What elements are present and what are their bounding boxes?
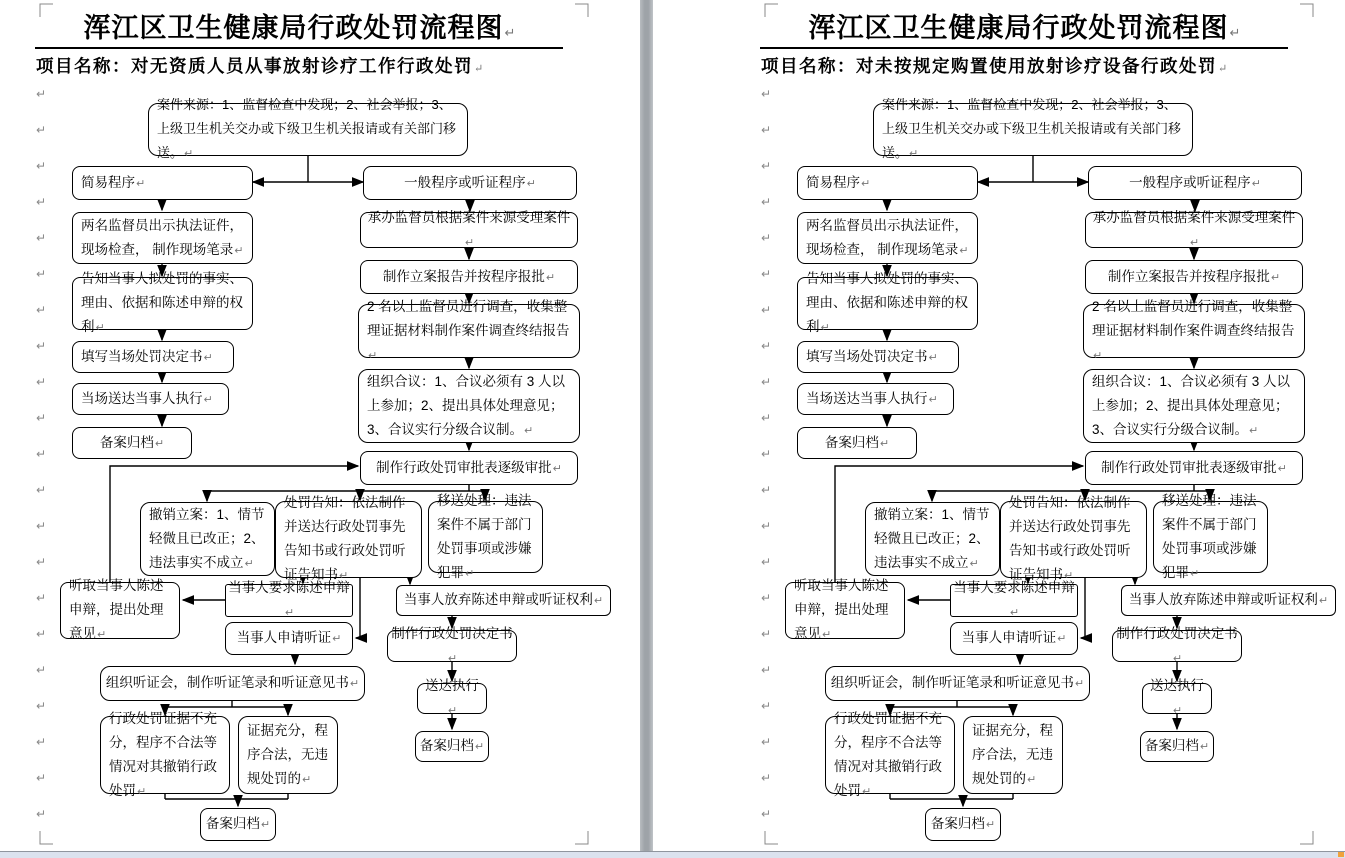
paragraph-mark-icon: ↵ [244, 557, 254, 570]
flow-node-label: 听取当事人陈述申辩，提出处理意见↵ [69, 578, 164, 641]
flow-node-evidence-sufficient [238, 716, 338, 794]
flow-node-label: 2 名以上监督员进行调查，收集整理证据材料制作案件调查终结报告↵ [1092, 298, 1295, 362]
flow-node-label: 案件来源：1、监督检查中发现；2、社会举报；3、上级卫生机关交办或下级卫生机关报请或有关部门移送。↵ [157, 97, 457, 160]
flow-node-label: 制作立案报告并按程序报批↵ [382, 268, 556, 284]
project-name-text: 项目名称：对未按规定购置使用放射诊疗设备行政处罚 [761, 56, 1217, 76]
paragraph-mark-icon: ↵ [36, 699, 47, 713]
paragraph-mark-icon: ↵ [36, 663, 47, 677]
paragraph-mark-icon: ↵ [302, 773, 312, 786]
flow-node-listen-statement [60, 578, 180, 641]
flow-node-accept-case [1085, 209, 1303, 249]
paragraph-mark-icon: ↵ [1172, 705, 1183, 717]
paragraph-mark-icon: ↵ [985, 819, 996, 831]
flow-node-label: 备案归档↵ [824, 434, 890, 450]
paragraph-mark-icon: ↵ [447, 652, 458, 665]
flow-node-label: 移送处理：违法案件不属于部门处罚事项或涉嫌犯罪↵ [437, 492, 532, 580]
flow-node-case-source [873, 97, 1193, 160]
flow-node-label: 备案归档↵ [1144, 738, 1210, 753]
paragraph-mark-icon: ↵ [524, 424, 534, 437]
paragraph-mark-icon: ↵ [332, 633, 342, 645]
flow-node-two-inspectors [72, 212, 253, 264]
paragraph-mark-icon: ↵ [36, 483, 47, 497]
paragraph-mark-icon: ↵ [761, 123, 772, 137]
paragraph-mark-icon: ↵ [928, 393, 938, 406]
flow-node-label: 制作行政处罚决定书↵ [391, 625, 513, 665]
paragraph-mark-icon: ↵ [761, 195, 772, 209]
paragraph-mark-icon: ↵ [36, 807, 47, 821]
flow-node-label: 两名监督员出示执法证件，现场检查， 制作现场笔录↵ [806, 217, 969, 257]
paragraph-mark-icon: ↵ [260, 819, 271, 831]
flow-node-label: 制作行政处罚审批表逐级审批↵ [1101, 459, 1287, 475]
page-gap [640, 0, 653, 852]
flow-node-serve-execute [1142, 678, 1212, 717]
paragraph-mark-icon: ↵ [1251, 177, 1261, 190]
flow-node-filing-report [1085, 260, 1303, 294]
flow-node-filing-report [360, 260, 578, 294]
flow-node-label: 简易程序↵ [81, 174, 146, 190]
flow-node-approval-form [360, 451, 578, 485]
paragraph-mark-icon: ↵ [1199, 741, 1210, 753]
flow-node-inform-party [72, 271, 253, 334]
flow-node-label: 当事人申请听证↵ [236, 630, 342, 645]
page-title-text: 浑江区卫生健康局行政处罚流程图 [808, 13, 1229, 43]
flow-node-investigate [358, 298, 580, 362]
flow-node-request-statement [225, 580, 353, 619]
paragraph-mark-icon: ↵ [1027, 773, 1037, 786]
flow-node-label: 行政处罚证据不充分，程序不合法等情况对其撤销行政处罚↵ [109, 710, 217, 798]
page-left [0, 0, 640, 852]
flow-node-label: 听取当事人陈述申辩，提出处理意见↵ [794, 578, 889, 641]
flow-node-label: 处罚告知：依法制作并送达行政处罚事先告知书或行政处罚听证告知书↵ [1009, 495, 1131, 582]
paragraph-mark-icon: ↵ [36, 303, 47, 317]
flow-node-label: 当场送达当事人执行↵ [81, 390, 213, 406]
flow-node-label: 一般程序或听证程序↵ [1129, 174, 1261, 190]
flow-node-panel-review [1083, 369, 1305, 443]
flow-node-general-procedure [1088, 166, 1302, 200]
paragraph-mark-icon: ↵ [761, 555, 772, 569]
paragraph-mark-icon: ↵ [97, 629, 107, 641]
paragraph-mark-icon: ↵ [761, 303, 772, 317]
flow-node-apply-hearing [950, 622, 1078, 655]
flow-node-simple-procedure [72, 166, 253, 200]
paragraph-mark-icon: ↵ [136, 177, 146, 190]
paragraph-mark-icon: ↵ [203, 351, 213, 364]
flow-node-panel-review [358, 369, 580, 443]
flow-node-label: 当事人要求陈述申辩↵ [953, 580, 1075, 619]
flow-node-archive-simple [72, 427, 192, 459]
paragraph-mark-icon: ↵ [464, 236, 475, 249]
flow-node-label: 处罚告知：依法制作并送达行政处罚事先告知书或行政处罚听证告知书↵ [284, 495, 406, 582]
paragraph-mark-icon: ↵ [349, 678, 360, 690]
paragraph-mark-icon: ↵ [909, 148, 919, 160]
paragraph-mark-icon: ↵ [36, 591, 47, 605]
flow-node-general-procedure [363, 166, 577, 200]
page-title-text: 浑江区卫生健康局行政处罚流程图 [83, 13, 504, 43]
paragraph-mark-icon: ↵ [761, 231, 772, 245]
paragraph-mark-icon: ↵ [761, 339, 772, 353]
flow-node-hearing-org [100, 666, 365, 701]
paragraph-mark-icon: ↵ [447, 705, 458, 717]
paragraph-mark-icon: ↵ [504, 25, 517, 40]
flow-node-label: 告知当事人拟处罚的事实、理由、依据和陈述申辩的权利↵ [806, 271, 968, 334]
text-boundary-mark [40, 4, 53, 17]
flow-node-label: 当事人放弃陈述申辩或听证权利↵ [403, 592, 604, 607]
paragraph-mark-icon: ↵ [234, 244, 244, 257]
paragraph-mark-icon: ↵ [761, 699, 772, 713]
paragraph-mark-icon: ↵ [1270, 271, 1281, 284]
flow-node-apply-hearing [225, 622, 353, 655]
flow-node-archive-hearing [200, 808, 276, 841]
paragraph-mark-icon: ↵ [761, 627, 772, 641]
paragraph-mark-icon: ↵ [95, 322, 105, 334]
flow-node-revoke-filing [140, 502, 275, 576]
flow-node-evidence-insufficient [100, 710, 230, 798]
flow-node-deliver-onspot [797, 383, 954, 415]
flow-node-label: 送达执行↵ [425, 678, 479, 717]
flow-node-label: 备案归档↵ [930, 816, 996, 831]
paragraph-mark-icon: ↵ [761, 591, 772, 605]
paragraph-mark-icon: ↵ [820, 322, 830, 334]
paragraph-mark-icon: ↵ [761, 87, 772, 101]
flow-node-accept-case [360, 209, 578, 249]
paragraph-mark-icon: ↵ [36, 375, 47, 389]
flow-node-evidence-insufficient [825, 710, 955, 798]
paragraph-mark-icon: ↵ [36, 771, 47, 785]
flow-node-archive-general [1140, 731, 1214, 762]
paragraph-mark-icon: ↵ [154, 437, 165, 450]
flow-node-label: 备案归档↵ [99, 434, 165, 450]
flow-node-listen-statement [785, 578, 905, 641]
flow-node-label: 组织合议：1、合议必须有 3 人以上参加；2、提出具体处理意见；3、合议实行分级合议制。↵ [1092, 373, 1291, 437]
flow-node-deliver-onspot [72, 383, 229, 415]
paragraph-mark-icon: ↵ [36, 411, 47, 425]
flow-node-hearing-org [825, 666, 1090, 701]
paragraph-mark-icon: ↵ [1074, 678, 1085, 690]
flow-node-label: 一般程序或听证程序↵ [404, 174, 536, 190]
flow-node-transfer-case [1153, 492, 1268, 580]
paragraph-mark-icon: ↵ [761, 411, 772, 425]
paragraph-mark-icon: ↵ [1009, 607, 1020, 619]
flow-node-label: 承办监督员根据案件来源受理案件↵ [1092, 209, 1296, 249]
page-left-content [0, 0, 640, 852]
paragraph-mark-icon: ↵ [761, 447, 772, 461]
paragraph-mark-icon: ↵ [1093, 349, 1103, 362]
paragraph-mark-icon: ↵ [862, 785, 872, 798]
paragraph-mark-icon: ↵ [1172, 652, 1183, 665]
page-right [653, 0, 1345, 852]
flow-node-waive-rights [1121, 585, 1336, 616]
paragraph-mark-icon: ↵ [879, 437, 890, 450]
flow-node-label: 告知当事人拟处罚的事实、理由、依据和陈述申辩的权利↵ [81, 271, 243, 334]
paragraph-mark-icon: ↵ [959, 244, 969, 257]
paragraph-mark-icon: ↵ [822, 629, 832, 641]
paragraph-mark-icon: ↵ [36, 735, 47, 749]
paragraph-mark-icon: ↵ [552, 462, 562, 475]
flow-node-label: 2 名以上监督员进行调查，收集整理证据材料制作案件调查终结报告↵ [367, 298, 570, 362]
flow-node-label: 证据充分，程序合法，无违规处罚的↵ [972, 722, 1053, 786]
flow-node-transfer-case [428, 492, 543, 580]
paragraph-mark-icon: ↵ [137, 785, 147, 798]
flow-node-fill-onspot-decision [797, 341, 959, 373]
flow-node-label: 当事人要求陈述申辩↵ [228, 580, 350, 619]
paragraph-mark-icon: ↵ [36, 339, 47, 353]
flow-node-investigate [1083, 298, 1305, 362]
text-boundary-mark [575, 4, 588, 17]
flow-node-waive-rights [396, 585, 611, 616]
flow-node-fill-onspot-decision [72, 341, 234, 373]
paragraph-mark-icon: ↵ [1249, 424, 1259, 437]
paragraph-mark-icon: ↵ [184, 148, 194, 160]
paragraph-mark-icon: ↵ [36, 195, 47, 209]
text-boundary-mark [1300, 831, 1313, 844]
paragraph-mark-icon: ↵ [36, 447, 47, 461]
paragraph-mark-icon: ↵ [761, 159, 772, 173]
flow-node-label: 两名监督员出示执法证件，现场检查， 制作现场笔录↵ [81, 217, 244, 257]
flow-node-label: 撤销立案：1、情节轻微且已改正；2、违法事实不成立↵ [874, 506, 990, 570]
flow-node-label: 备案归档↵ [419, 738, 485, 753]
paragraph-mark-icon: ↵ [36, 555, 47, 569]
flow-node-label: 填写当场处罚决定书↵ [81, 348, 213, 364]
paragraph-mark-icon: ↵ [1218, 63, 1229, 75]
paragraph-mark-icon: ↵ [36, 231, 47, 245]
flow-node-approval-form [1085, 451, 1303, 485]
flow-node-label: 证据充分，程序合法，无违规处罚的↵ [247, 722, 328, 786]
paragraph-mark-icon: ↵ [761, 375, 772, 389]
flow-node-make-decision [387, 625, 517, 665]
flow-node-label: 填写当场处罚决定书↵ [806, 348, 938, 364]
flow-node-label: 撤销立案：1、情节轻微且已改正；2、违法事实不成立↵ [149, 506, 265, 570]
paragraph-mark-icon: ↵ [1190, 567, 1200, 580]
flow-node-label: 行政处罚证据不充分，程序不合法等情况对其撤销行政处罚↵ [834, 710, 942, 798]
flow-node-simple-procedure [797, 166, 978, 200]
flow-node-label: 当场送达当事人执行↵ [806, 390, 938, 406]
paragraph-mark-icon: ↵ [545, 271, 556, 284]
paragraph-mark-icon: ↵ [1318, 595, 1329, 607]
paragraph-mark-icon: ↵ [861, 177, 871, 190]
text-boundary-mark [1300, 4, 1313, 17]
flow-node-label: 案件来源：1、监督检查中发现；2、社会举报；3、上级卫生机关交办或下级卫生机关报请或有关部门移送。↵ [882, 97, 1182, 160]
flow-node-label: 组织听证会，制作听证笔录和听证意见书↵ [105, 675, 360, 690]
flow-node-label: 组织听证会，制作听证笔录和听证意见书↵ [830, 675, 1085, 690]
paragraph-mark-icon: ↵ [284, 607, 295, 619]
horizontal-scrollbar[interactable] [0, 851, 1345, 858]
flow-node-label: 承办监督员根据案件来源受理案件↵ [367, 209, 571, 249]
flow-node-make-decision [1112, 625, 1242, 665]
paragraph-mark-icon: ↵ [761, 735, 772, 749]
flow-node-archive-simple [797, 427, 917, 459]
flow-node-label: 组织合议：1、合议必须有 3 人以上参加；2、提出具体处理意见；3、合议实行分级合议制。↵ [367, 373, 566, 437]
flow-node-label: 制作行政处罚审批表逐级审批↵ [376, 459, 562, 475]
paragraph-mark-icon: ↵ [761, 267, 772, 281]
paragraph-mark-icon: ↵ [36, 519, 47, 533]
paragraph-mark-icon: ↵ [1277, 462, 1287, 475]
paragraph-mark-icon: ↵ [474, 63, 485, 75]
paragraph-mark-icon: ↵ [36, 123, 47, 137]
text-boundary-mark [765, 4, 778, 17]
flow-node-archive-general [415, 731, 489, 762]
paragraph-mark-icon: ↵ [339, 570, 349, 582]
paragraph-mark-icon: ↵ [36, 627, 47, 641]
flow-node-inform-party [797, 271, 978, 334]
flow-node-revoke-filing [865, 502, 1000, 576]
flow-node-serve-execute [417, 678, 487, 717]
text-boundary-mark [575, 831, 588, 844]
paragraph-mark-icon: ↵ [1189, 236, 1200, 249]
paragraph-mark-icon: ↵ [1229, 25, 1242, 40]
paragraph-mark-icon: ↵ [761, 483, 772, 497]
scrollbar-corner[interactable] [1338, 852, 1344, 857]
flow-node-punish-notice [1000, 495, 1147, 582]
paragraph-mark-icon: ↵ [761, 807, 772, 821]
paragraph-mark-icon: ↵ [368, 349, 378, 362]
flow-node-label: 制作行政处罚决定书↵ [1116, 625, 1238, 665]
paragraph-mark-icon: ↵ [36, 87, 47, 101]
text-boundary-mark [40, 831, 53, 844]
flow-node-label: 送达执行↵ [1150, 678, 1204, 717]
flow-node-two-inspectors [797, 212, 978, 264]
flow-node-label: 制作立案报告并按程序报批↵ [1107, 268, 1281, 284]
paragraph-mark-icon: ↵ [203, 393, 213, 406]
page-right-content [665, 0, 1345, 852]
paragraph-mark-icon: ↵ [928, 351, 938, 364]
flow-node-request-statement [950, 580, 1078, 619]
paragraph-mark-icon: ↵ [465, 567, 475, 580]
flow-node-label: 当事人放弃陈述申辩或听证权利↵ [1128, 592, 1329, 607]
flow-node-archive-hearing [925, 808, 1001, 841]
flow-node-label: 移送处理：违法案件不属于部门处罚事项或涉嫌犯罪↵ [1162, 492, 1257, 580]
flow-node-label: 简易程序↵ [806, 174, 871, 190]
paragraph-mark-icon: ↵ [761, 771, 772, 785]
paragraph-mark-icon: ↵ [474, 741, 485, 753]
paragraph-mark-icon: ↵ [526, 177, 536, 190]
flow-node-label: 当事人申请听证↵ [961, 630, 1067, 645]
flow-node-case-source [148, 97, 468, 160]
flow-node-evidence-sufficient [963, 716, 1063, 794]
paragraph-mark-icon: ↵ [1064, 570, 1074, 582]
flow-node-label: 备案归档↵ [205, 816, 271, 831]
flow-node-punish-notice [275, 495, 422, 582]
paragraph-mark-icon: ↵ [36, 267, 47, 281]
paragraph-mark-icon: ↵ [1057, 633, 1067, 645]
project-name-text: 项目名称：对无资质人员从事放射诊疗工作行政处罚 [36, 56, 473, 76]
paragraph-mark-icon: ↵ [969, 557, 979, 570]
paragraph-mark-icon: ↵ [36, 159, 47, 173]
paragraph-mark-icon: ↵ [761, 663, 772, 677]
paragraph-mark-icon: ↵ [593, 595, 604, 607]
paragraph-mark-icon: ↵ [761, 519, 772, 533]
text-boundary-mark [765, 831, 778, 844]
